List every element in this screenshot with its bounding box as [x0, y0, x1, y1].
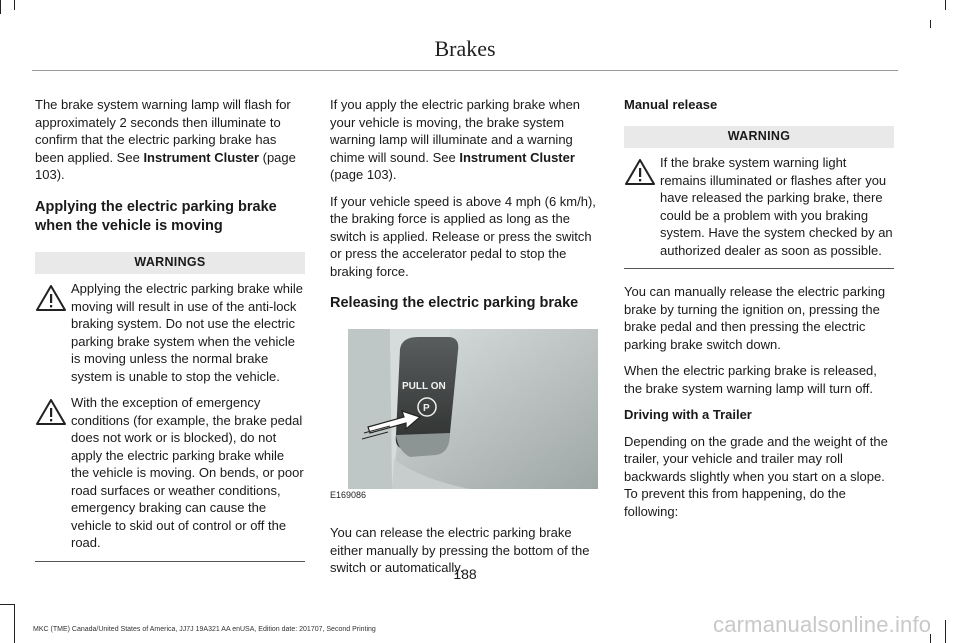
- crop-mark: [0, 0, 1, 14]
- crop-mark: [945, 0, 946, 10]
- section-heading: Manual release: [624, 97, 718, 112]
- page-title: Brakes: [434, 36, 496, 61]
- footer-text: MKC (TME) Canada/United States of America, JJ7J 19A321 AA enUSA, Edition date: 201707, Second Printing: [33, 626, 376, 633]
- cross-reference-link[interactable]: Instrument Cluster: [143, 149, 260, 165]
- warning-text: If the brake system warning light remains illuminated or flashes after you have released the parking brake, there could be a problem with you braking system. Have the system checked by an authorized dealer as soon as possible.: [660, 155, 893, 258]
- paragraph: The brake system warning lamp will flash for approximately 2 seconds then illuminate to confirm that the electric parking brake has been applied. See Instrument Cluster (page 103).: [35, 97, 296, 182]
- warning-triangle-icon: [35, 398, 67, 426]
- page-number: 188: [453, 566, 477, 582]
- paragraph: You can manually release the electric parking brake by turning the ignition on, pressing the brake pedal and then pressing the electric parking brake switch down.: [624, 284, 886, 352]
- warnings-banner: WARNINGS: [35, 252, 305, 275]
- parking-symbol: P: [423, 403, 430, 414]
- watermark: carmanualsonline.info: [713, 612, 932, 637]
- column-3: [624, 96, 894, 529]
- warning-item: [624, 154, 894, 259]
- warnings-end-divider: [35, 561, 305, 562]
- section-heading: Releasing the electric parking brake: [330, 295, 579, 311]
- warning-end-divider: [624, 268, 894, 269]
- warning-item: [35, 394, 305, 552]
- column-2: [330, 96, 600, 586]
- parking-brake-switch-illustration: [330, 329, 598, 504]
- crop-mark: [0, 604, 14, 605]
- figure-code: E169086: [330, 489, 367, 500]
- paragraph: When the electric parking brake is released, the brake system warning lamp will turn off.: [624, 363, 877, 396]
- warning-triangle-icon: [35, 284, 67, 312]
- warning-triangle-icon: [624, 158, 656, 186]
- warning-item: [35, 280, 305, 385]
- switch-label: PULL ON: [402, 381, 446, 392]
- crop-mark: [930, 20, 931, 28]
- warning-text: With the exception of emergency conditions (for example, the brake pedal does not work or is blocked), do not apply the electric parking brake while the vehicle is moving. On bends, or poor road surfaces or weather conditions, emergency braking can cause the vehicle to skid out of control or off the road.: [71, 395, 304, 550]
- parking-brake-switch-figure: [330, 329, 598, 504]
- crop-mark: [14, 0, 15, 10]
- warning-banner: WARNING: [624, 126, 894, 149]
- crop-mark: [945, 620, 946, 643]
- section-heading: Applying the electric parking brake when the vehicle is moving: [35, 198, 277, 234]
- paragraph: Depending on the grade and the weight of the trailer, your vehicle and trailer may roll backwards slightly when you start on a slope. To prevent this from happening, do the following:: [624, 433, 888, 519]
- section-heading: Driving with a Trailer: [624, 407, 752, 422]
- warning-text: Applying the electric parking brake while moving will result in use of the anti-lock braking system. Do not use the electric parking brake system when the vehicle is moving unless the normal brake system is unable to stop the vehicle.: [71, 281, 303, 384]
- paragraph: You can release the electric parking brake either manually by pressing the bottom of the switch or automatically.: [330, 525, 590, 575]
- cross-reference-link[interactable]: Instrument Cluster: [459, 149, 575, 165]
- paragraph: If your vehicle speed is above 4 mph (6 km/h), the braking force is applied as long as the switch is applied. Release or press the switch or press the accelerator pedal to stop the braking force.: [330, 193, 596, 279]
- column-1: [35, 96, 305, 576]
- crop-mark: [14, 604, 15, 643]
- paragraph: If you apply the electric parking brake when your vehicle is moving, the brake system warning lamp will illuminate and a warning chime will sound. See Instrument Cluster (page 103).: [330, 97, 581, 182]
- title-divider: [32, 70, 898, 71]
